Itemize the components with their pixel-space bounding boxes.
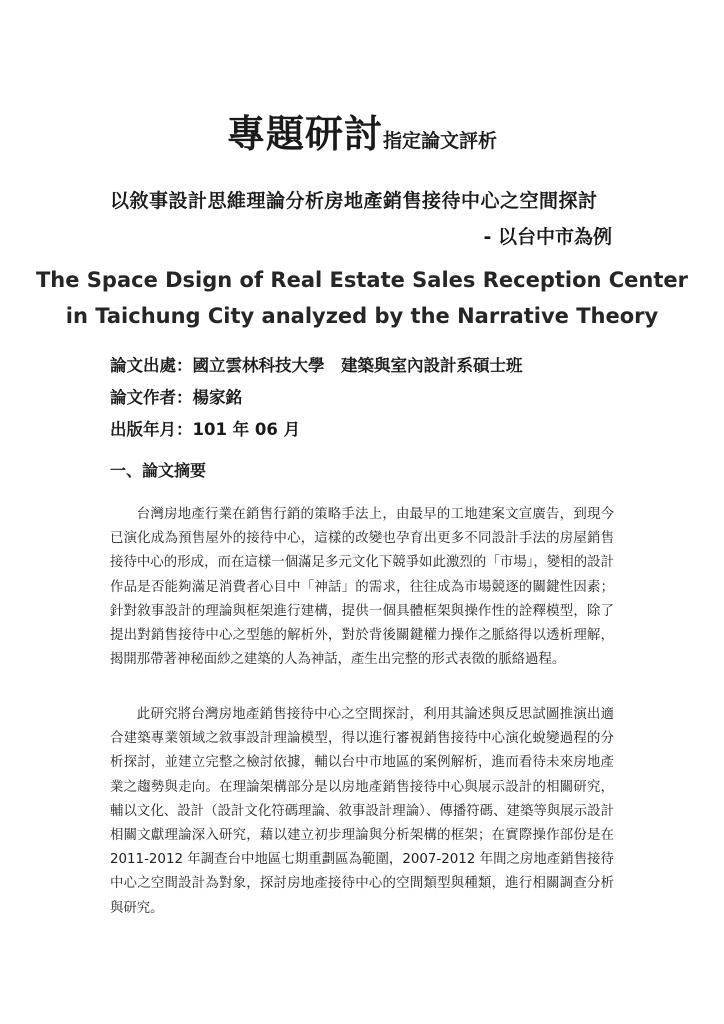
publication-date: 出版年月：101 年 06 月	[110, 420, 301, 439]
paper-chinese-subtitle: - 以台中市為例	[483, 226, 612, 248]
paper-author: 論文作者：楊家銘	[110, 388, 242, 407]
title-main: 專題研討	[226, 112, 383, 156]
paper-chinese-title: 以敘事設計思維理論分析房地產銷售接待中心之空間探討	[110, 190, 598, 212]
abstract-heading: 一、論文摘要	[110, 461, 207, 480]
paper-english-title-line-1: The Space Dsign of Real Estate Sales Reception Center	[35, 268, 689, 292]
abstract-paragraph-1: 台灣房地產行業在銷售行銷的策略手法上，由最早的工地建案文宣廣告，到現今已演化成為預售屋外的接待中心，這樣的改變也孕育出更多不同設計手法的房屋銷售接待中心的形成，而在這樣一個滿足多元文化下競爭如此激烈的「市場」，變相的設計作品是否能夠滿足消費者心目中「神話」的需求，往往成為市場競逐的關鍵性因素；針對敘事設計的理論與框架進行建構，提供一個具體框架與操作性的詮釋模型，除了提出對銷售接待中心之型態的解析外，對於背後關鍵權力操作之脈絡得以透析理解，揭開那帶著神秘面紗之建築的人為神話，產生出完整的形式表徵的脈絡過程。	[110, 507, 614, 668]
page-title	[0, 110, 724, 166]
paper-source: 論文出處：國立雲林科技大學 建築與室內設計系碩士班	[110, 356, 523, 375]
title-suffix: 指定論文評析	[383, 130, 498, 152]
abstract-paragraph-2: 此研究將台灣房地產銷售接待中心之空間探討，利用其論述與反思試圖推演出適合建築專業領域之敘事設計理論模型，得以進行審視銷售接待中心演化蛻變過程的分析探討，並建立完整之檢討依據，輔以台中市地區的案例解析，進而看待未來房地產業之趨勢與走向。在理論架構部分是以房地產銷售接待中心與展示設計的相關研究，輔以文化、設計（設計文化符碼理論、敘事設計理論）、傳播符碼、建築等與展示設計相關文獻理論深入研究，藉以建立初步理論與分析架構的框架；在實際操作部份是在 2011-2012 年調查台中地區七期重劃區為範圍，2007-2012 年間之房地產銷售接待中心之空間設計為對象，探討房地產接待中心的空間類型與種類，進行相關調查分析與研究。	[110, 707, 614, 916]
paper-english-title-line-2: in Taichung City analyzed by the Narrative Theory	[65, 304, 659, 328]
